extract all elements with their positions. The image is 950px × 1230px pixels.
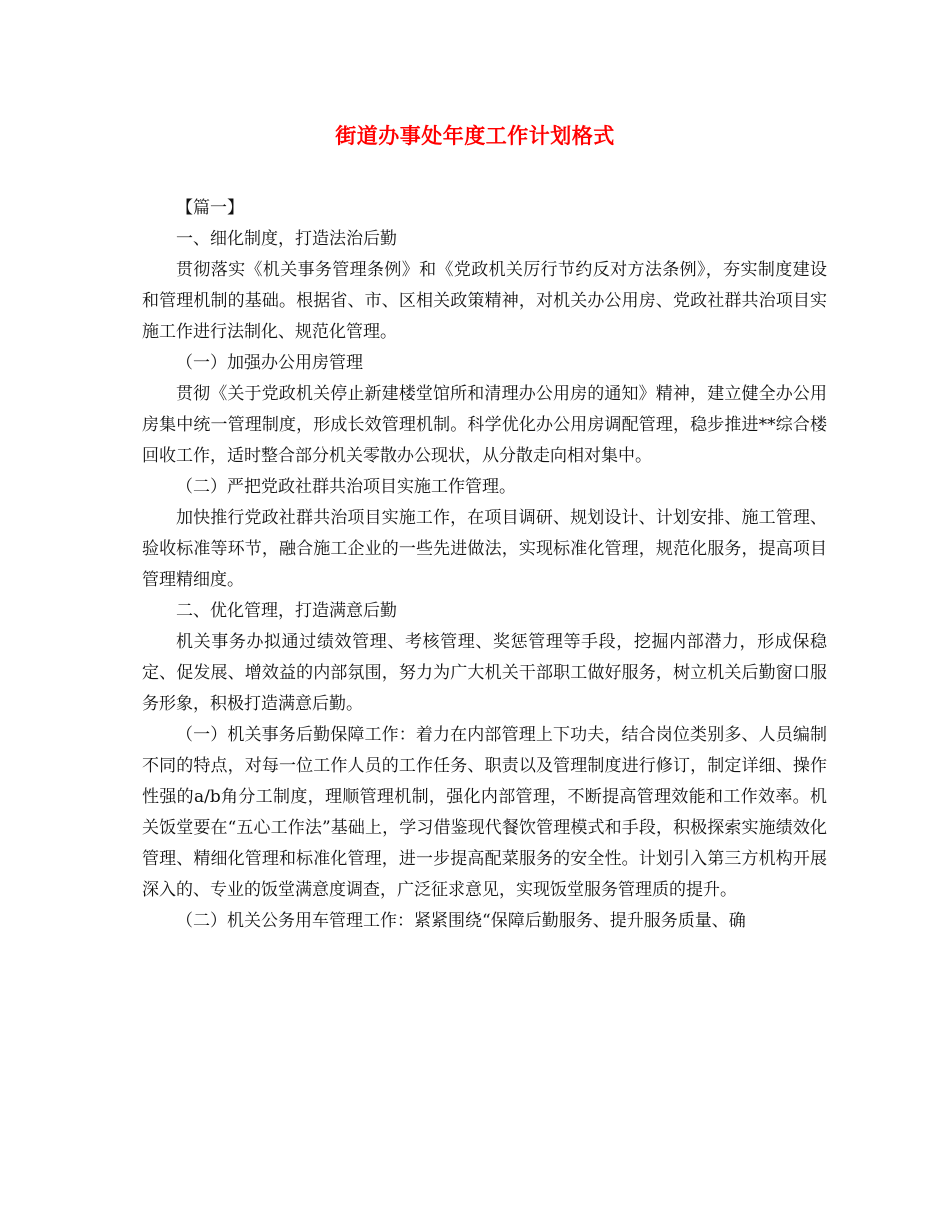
body-paragraph: 贯彻落实《机关事务管理条例》和《党政机关厉行节约反对方法条例》，夯实制度建设和管理机制的基础。根据省、市、区相关政策精神，对机关办公用房、党政社群共治项目实施工作进行法制化、规范化管理。 (142, 260, 827, 342)
body-paragraph: 加快推行党政社群共治项目实施工作，在项目调研、规划设计、计划安排、施工管理、验收标准等环节，融合施工企业的一些先进做法，实现标准化管理，规范化服务，提高项目管理精细度。 (142, 508, 827, 590)
subsection-heading: （二）严把党政社群共治项目实施工作管理。 (176, 477, 516, 497)
body-paragraph: （二）机关公务用车管理工作：紧紧围绕“保障后勤服务、提升服务质量、确 (176, 911, 746, 931)
body-paragraph: 贯彻《关于党政机关停止新建楼堂馆所和清理办公用房的通知》精神，建立健全办公用房集中统一管理制度，形成长效管理机制。科学优化办公用房调配管理，稳步推进**综合楼回收工作，适时整合部分机关零散办公现状，从分散走向相对集中。 (142, 384, 827, 466)
document-title: 街道办事处年度工作计划格式 (335, 123, 615, 148)
body-paragraph: 机关事务办拟通过绩效管理、考核管理、奖惩管理等手段，挖掘内部潜力，形成保稳定、促发展、增效益的内部氛围，努力为广大机关干部职工做好服务，树立机关后勤窗口服务形象，积极打造满意后勤。 (142, 632, 827, 714)
section-label: 【篇一】 (176, 198, 244, 218)
subsection-heading: （一）加强办公用房管理 (176, 353, 363, 373)
body-paragraph: （一）机关事务后勤保障工作：着力在内部管理上下功夫，结合岗位类别多、人员编制不同的特点，对每一位工作人员的工作任务、职责以及管理制度进行修订，制定详细、操作性强的a/b角分工制度，理顺管理机制，强化内部管理，不断提高管理效能和工作效率。机关饭堂要在“五心工作法”基础上，学习借鉴现代餐饮管理模式和手段，积极探索实施绩效化管理、精细化管理和标准化管理，进一步提高配菜服务的安全性。计划引入第三方机构开展深入的、专业的饭堂满意度调查，广泛征求意见，实现饭堂服务管理质的提升。 (142, 725, 827, 900)
section-heading: 一、细化制度，打造法治后勤 (176, 229, 397, 249)
document-body (142, 193, 827, 937)
section-heading: 二、优化管理，打造满意后勤 (176, 601, 397, 621)
